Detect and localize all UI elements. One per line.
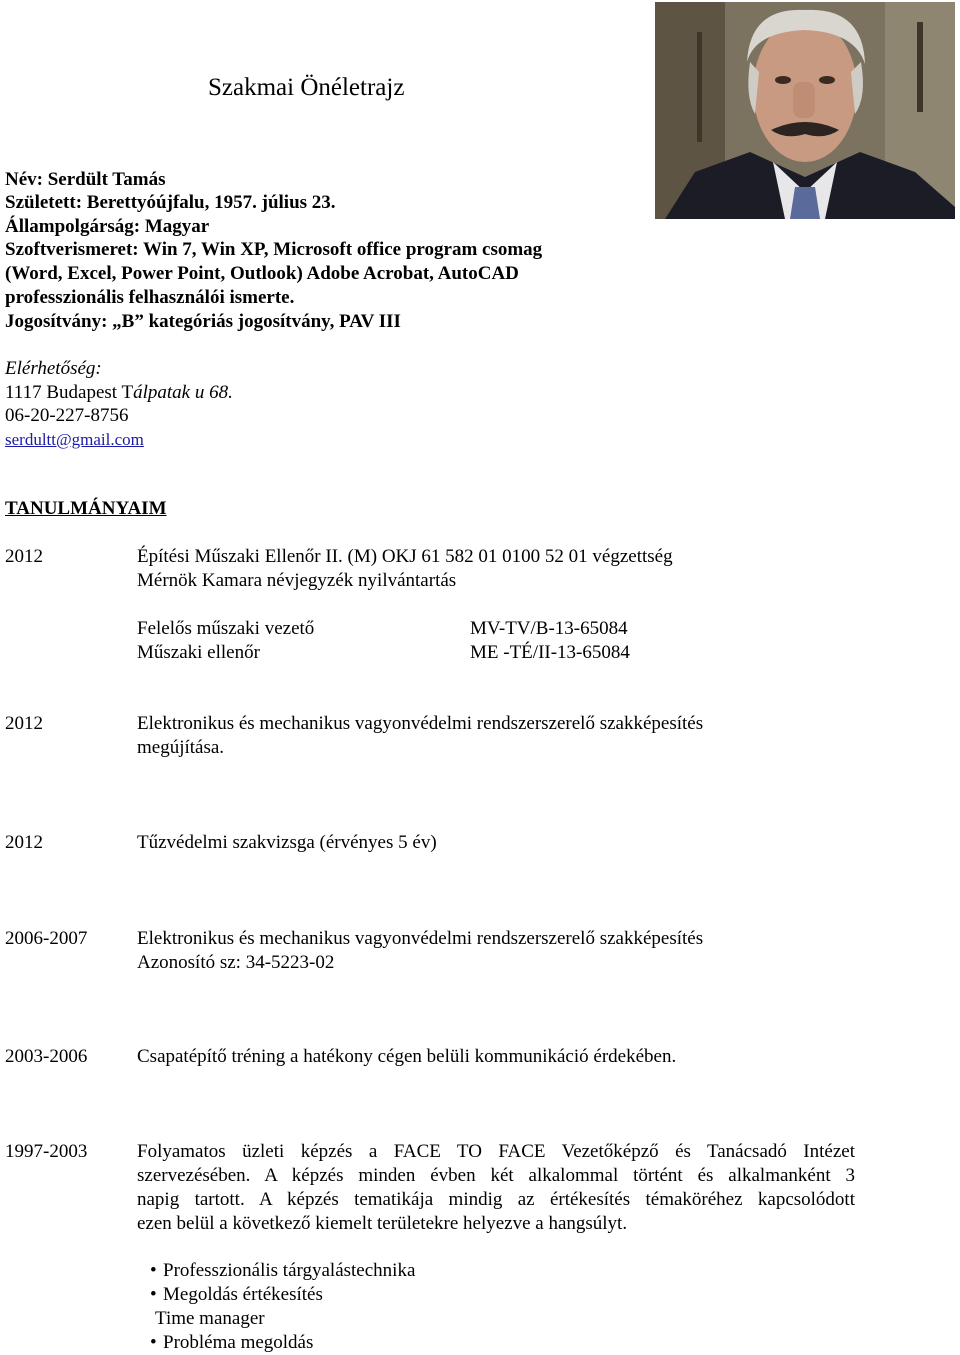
registration-role: Felelős műszaki vezető	[137, 618, 315, 639]
study-description: Elektronikus és mechanikus vagyonvédelmi rendszerszerelő szakképesítés	[137, 713, 704, 734]
registration-code: ME -TÉ/II-13-65084	[470, 642, 630, 663]
paragraph-line: Folyamatos üzleti képzés a FACE TO FACE Vezetőképző és Tanácsadó Intézet	[137, 1141, 855, 1162]
contact-address	[5, 381, 233, 405]
address-italic: álpatak u 68.	[133, 382, 233, 403]
address-plain: 1117 Budapest T	[5, 382, 134, 403]
study-description: megújítása.	[137, 737, 225, 758]
study-description: Csapatépítő tréning a hatékony cégen belüli kommunikáció érdekében.	[137, 1046, 677, 1067]
software-line-1: Szoftverismeret: Win 7, Win XP, Microsoft office program csomag	[5, 239, 543, 260]
contact-label: Elérhetőség:	[5, 358, 102, 379]
name-line: Név: Serdült Tamás	[5, 169, 166, 190]
study-year: 2006-2007	[5, 928, 88, 949]
page-title: Szakmai Önéletrajz	[208, 74, 405, 101]
software-line-2: (Word, Excel, Power Point, Outlook) Adobe Acrobat, AutoCAD	[5, 263, 519, 284]
study-description: Építési Műszaki Ellenőr II. (M) OKJ 61 582 01 0100 52 01 végzettség	[137, 546, 673, 567]
license-line: Jogosítvány: „B” kategóriás jogosítvány, PAV III	[5, 311, 401, 332]
registration-role: Műszaki ellenőr	[137, 642, 260, 663]
list-item-text: Probléma megoldás	[163, 1332, 314, 1353]
studies-heading: TANULMÁNYAIM	[5, 498, 167, 519]
study-description: Mérnök Kamara névjegyzék nyilvántartás	[137, 570, 457, 591]
paragraph-line: ezen belül a következő kiemelt területekre helyezve a hangsúlyt.	[137, 1213, 628, 1234]
birth-line: Született: Berettyóújfalu, 1957. július 23.	[5, 192, 336, 213]
list-item-text: Time manager	[155, 1308, 265, 1329]
contact-phone: 06-20-227-8756	[5, 405, 129, 426]
study-year: 1997-2003	[5, 1141, 88, 1162]
study-description: Tűzvédelmi szakvizsga (érvényes 5 év)	[137, 832, 437, 853]
list-item-text: Megoldás értékesítés	[163, 1284, 323, 1305]
study-year: 2012	[5, 546, 43, 567]
study-paragraph	[137, 1140, 855, 1236]
list-item-text: Professzionális tárgyalástechnika	[163, 1260, 416, 1281]
portrait-image	[655, 2, 955, 219]
study-description: Elektronikus és mechanikus vagyonvédelmi rendszerszerelő szakképesítés	[137, 928, 704, 949]
study-year: 2012	[5, 713, 43, 734]
paragraph-line: napig tartott. A képzés tematikája mindig az értékesítés témaköréhez kapcsolódott	[137, 1189, 855, 1210]
contact-email-link[interactable]: serdultt@gmail.com	[5, 430, 144, 449]
paragraph-line: szervezésében. A képzés minden évben két alkalommal történt és alkalmanként 3	[137, 1165, 855, 1186]
bullet-marker: •	[150, 1284, 157, 1305]
bullet-marker: •	[150, 1260, 157, 1281]
study-year: 2012	[5, 832, 43, 853]
study-year: 2003-2006	[5, 1046, 88, 1067]
registration-code: MV-TV/B-13-65084	[470, 618, 628, 639]
citizenship-line: Állampolgárság: Magyar	[5, 216, 210, 237]
software-line-3: professzionális felhasználói ismerte.	[5, 287, 295, 308]
study-description: Azonosító sz: 34-5223-02	[137, 952, 335, 973]
profile-photo	[655, 2, 955, 219]
bullet-marker: •	[150, 1332, 157, 1353]
